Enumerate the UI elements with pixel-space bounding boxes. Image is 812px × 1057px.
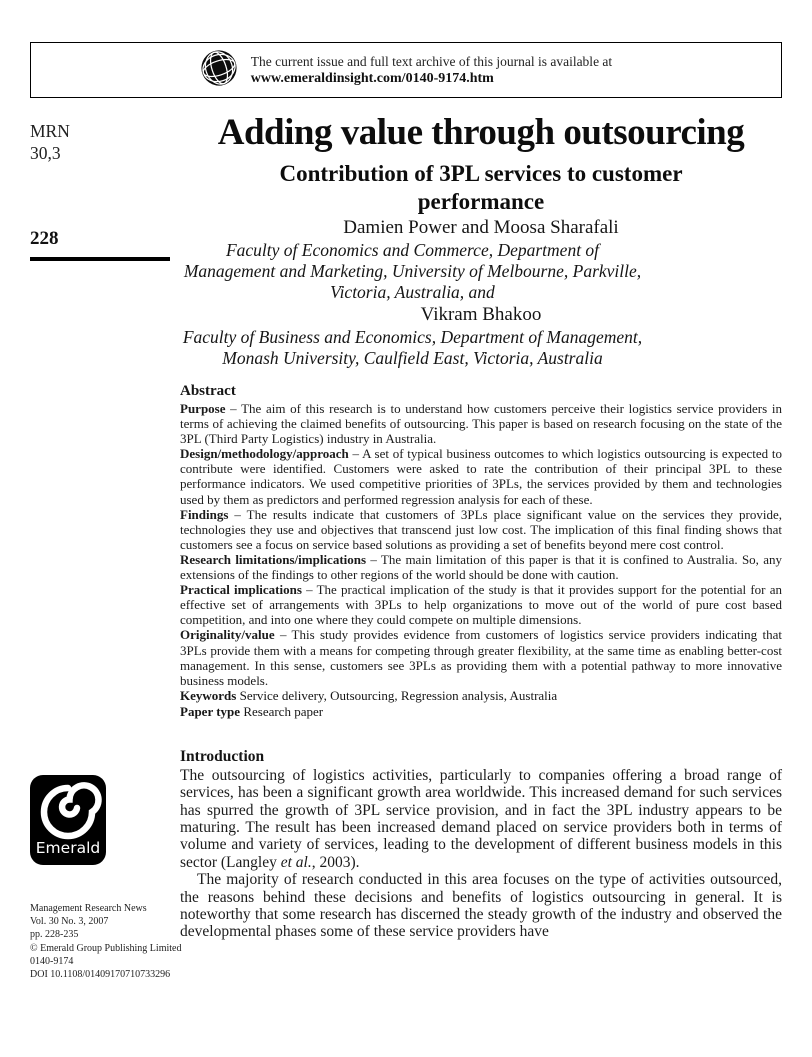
affiliation-1: Faculty of Economics and Commerce, Department of Management and Marketing, University of Melbourne, Parkville, Victoria, Australia, and [183,240,642,302]
abstract-section-label: Design/methodology/approach [180,446,349,462]
abstract-section: Research limitations/implications – The main limitation of this paper is that it is confined to Australia. So, any extensions of the findings to other regions of the world should be done with caution. [180,551,782,583]
imprint-line: pp. 228-235 [30,929,79,941]
journal-code-block [30,120,70,164]
keywords-line [180,688,782,704]
globe-icon [200,49,238,92]
paper-type-line [180,704,782,720]
abstract-section-label: Originality/value [180,627,275,643]
article-title: Adding value through outsourcing [217,112,745,153]
keywords-label: Keywords [180,687,237,703]
banner-availability-text: The current issue and full text archive of this journal is available at [250,53,613,69]
abstract-section: Practical implications – The practical implication of the study is that it provides support for the potential for an effective set of arrangements with 3PLs to help organizations to move out of the world of pure cost based competition, and into one where they could compete on multiple dimensions. [180,582,782,628]
introduction-paragraph-1 [180,767,782,871]
page-number: 228 [30,228,59,249]
authors-line-2: Vikram Bhakoo [420,304,542,325]
article-subtitle: Contribution of 3PL services to customer performance [279,161,683,214]
journal-code: MRN [30,121,70,141]
authors-line-1: Damien Power and Moosa Sharafali [343,217,619,238]
page-number-rule [30,257,170,261]
article-main-column [180,112,782,941]
abstract-section: Findings – The results indicate that customers of 3PLs place significant value on the services they provide, technologies they use and objectives that transcend just low cost. The implication of this final finding shows that customers see a focus on service based solutions as providing a set of benefits beyond mere cost control. [180,506,782,552]
imprint-line: Vol. 30 No. 3, 2007 [30,916,109,928]
keywords-value: Service delivery, Outsourcing, Regression analysis, Australia [239,687,558,703]
affiliation-2: Faculty of Business and Economics, Department of Management, Monash University, Caulfield East, Victoria, Australia [182,327,643,368]
paper-type-label: Paper type [180,703,241,719]
abstract-section: Originality/value – This study provides evidence from customers of logistics service providers indicating that 3PLs provide them with a means for competing through greater flexibility, at the same time as enabling better-cost management. In this sense, customers see 3PLs as providing them with a potential pathway to more innovative business models. [180,627,782,688]
imprint-line: 0140-9174 [30,955,74,967]
intro-p1-text: The outsourcing of logistics activities, particularly to companies offering a broad range of services, has been a significant growth area worldwide. This increased demand for such services has spurred the growth of 3PL service provision, and in fact the 3PL industry appears to be maturing. The result has been increased demand placed on service providers both in terms of volume and variety of services, leading to the development of different business models in this sector (Langley [180,766,782,871]
abstract-section-label: Purpose [180,401,226,416]
imprint-line: © Emerald Group Publishing Limited [30,942,182,954]
abstract-section-label: Research limitations/implications [180,551,367,567]
journal-archive-url[interactable]: www.emeraldinsight.com/0140-9174.htm [250,70,494,86]
imprint-line: Management Research News [30,903,147,914]
journal-imprint [30,902,182,981]
banner-text [251,53,612,88]
journal-issue: 30,3 [30,143,61,163]
abstract-section: Design/methodology/approach – A set of typical business outcomes to which logistics outsourcing is expected to contribute were identified. Customers were asked to rate the contribution of their principal 3PL to these performance indicators. We used competitive priorities of 3PLs, the services provided by them and technologies used by them as predictors and performed regression analysis for each of these. [180,446,782,507]
abstract-section-label: Practical implications [180,582,302,598]
imprint-line: DOI 10.1108/01409170710733296 [30,969,171,981]
emerald-logo-text: Emerald [35,839,101,857]
paper-type-value: Research paper [243,703,324,719]
sidebar [30,0,180,1057]
intro-p1-etal: et al. [280,853,312,871]
introduction-paragraph-2: The majority of research conducted in this area focuses on the type of activities outsourced, the reasons behind these decisions and benefits of logistics outsourcing in general. It is noteworthy that some research has discerned the steady growth of the industry and observed the developmental phases some of these service providers have [180,871,782,941]
abstract-section: Purpose – The aim of this research is to understand how customers perceive their logistics service providers in terms of achieving the claimed benefits of outsourcing. This paper is based on research focusing on the state of the 3PL (Third Party Logistics) industry in Australia. [180,401,782,447]
introduction-heading: Introduction [180,747,265,765]
abstract-sections [180,401,782,688]
emerald-logo [30,775,106,865]
abstract-block [180,381,782,720]
abstract-heading: Abstract [180,383,236,399]
abstract-section-label: Findings [180,506,229,522]
intro-p1-tail: , 2003). [311,853,360,871]
